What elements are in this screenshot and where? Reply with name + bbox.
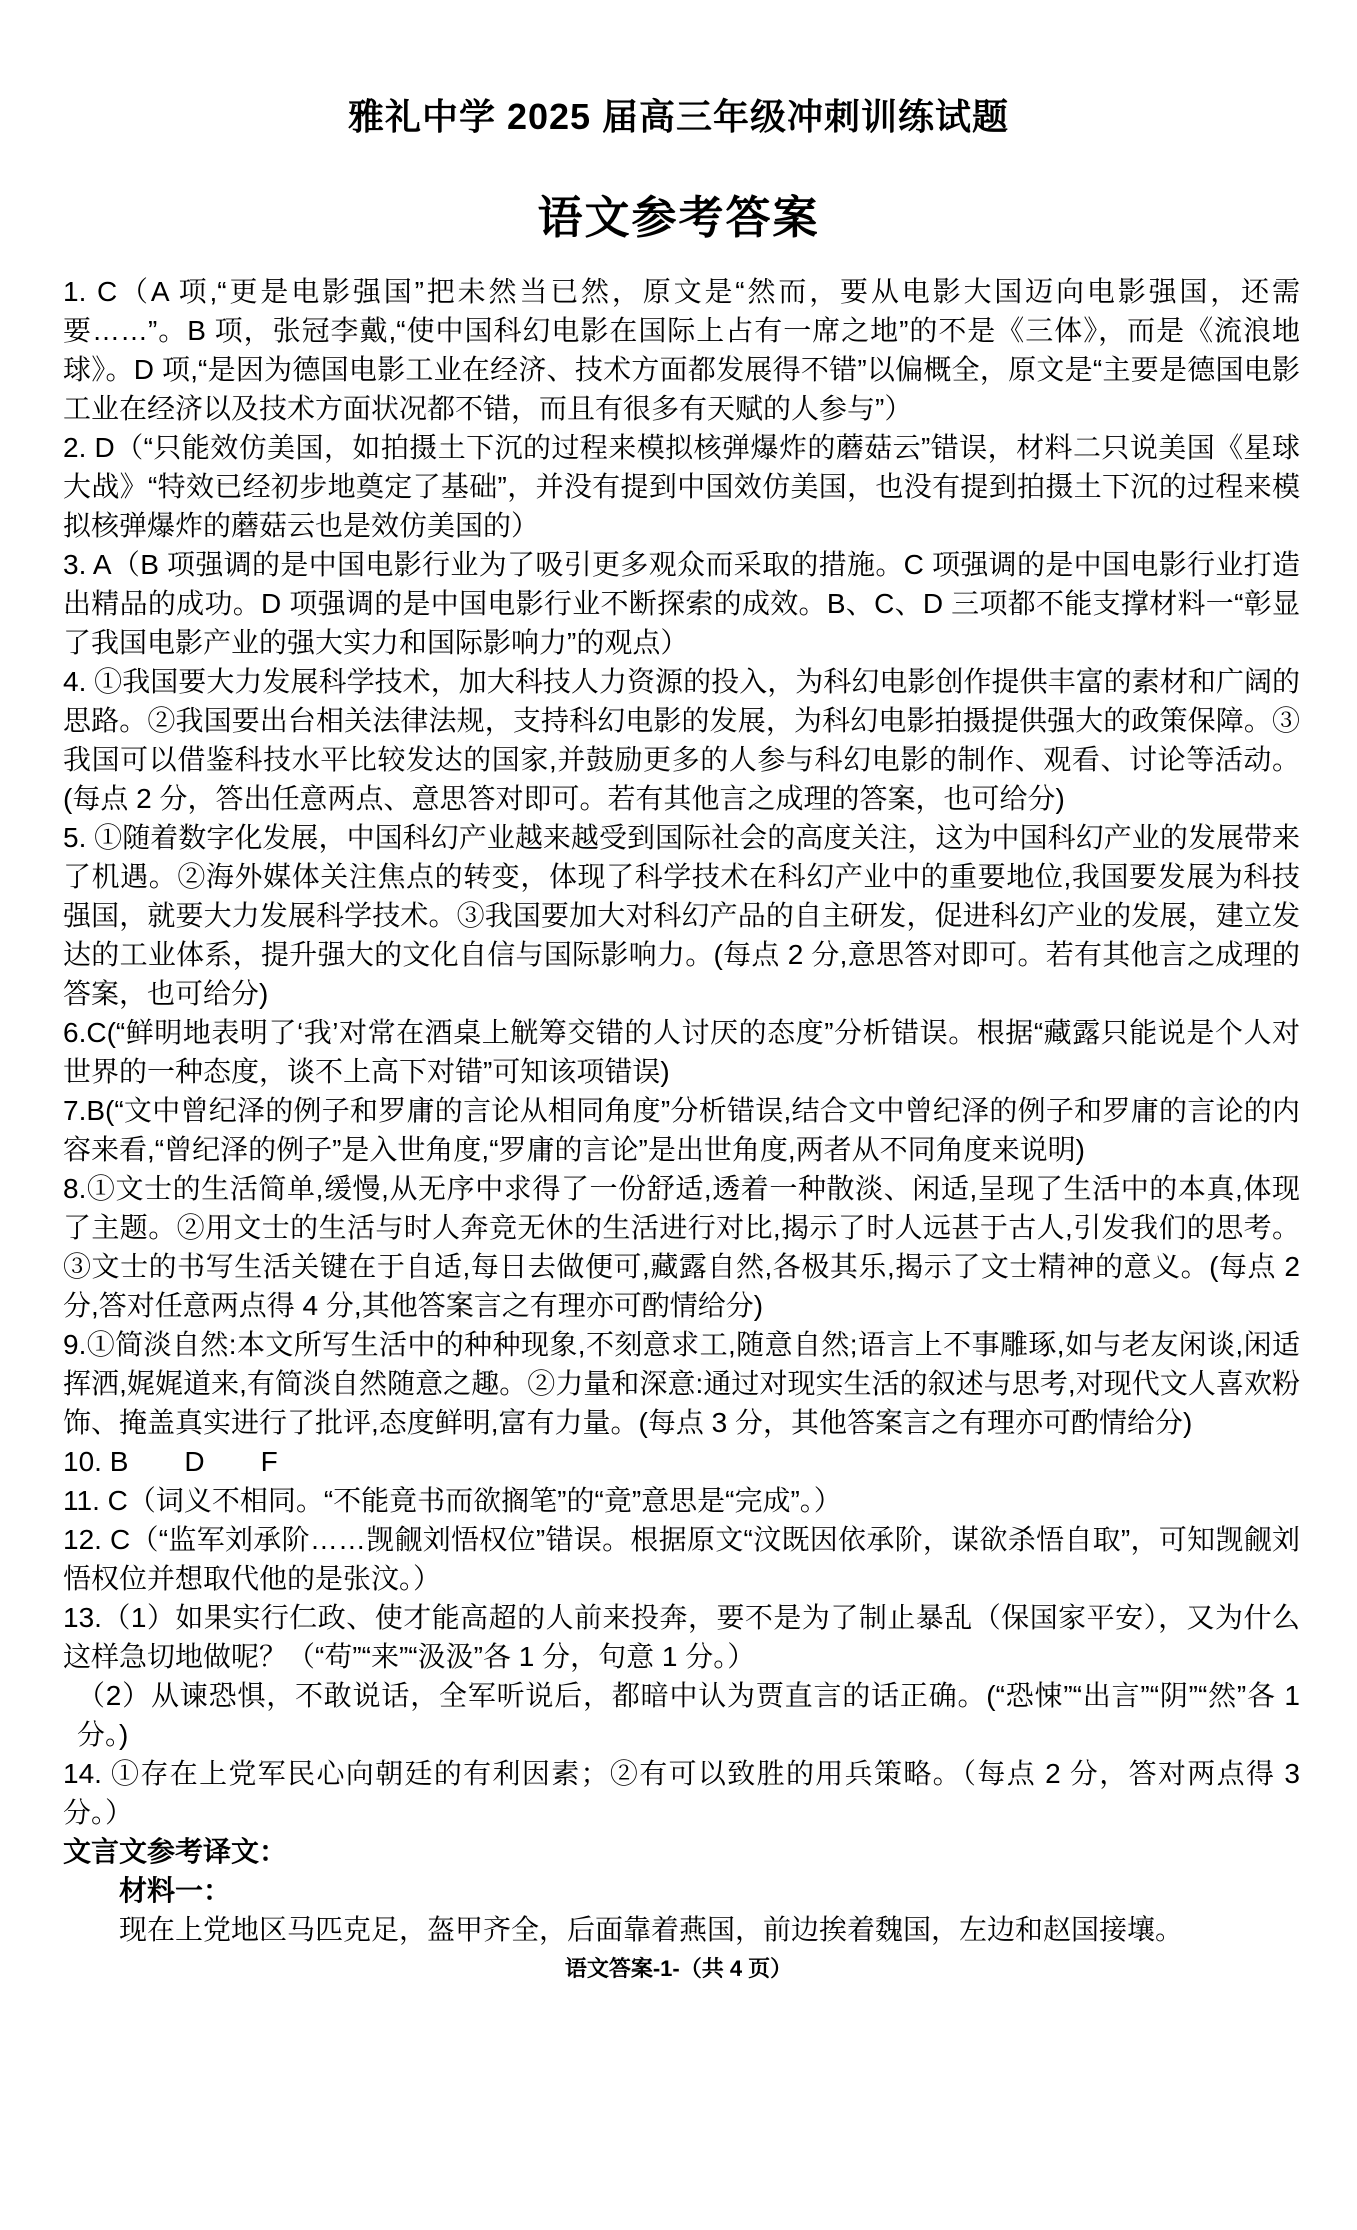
answer-3: 3. A（B 项强调的是中国电影行业为了吸引更多观众而采取的措施。C 项强调的是中国电影行业打造出精品的成功。D 项强调的是中国电影行业不断探索的成效。B、C、D 三项都不能支撑材料一“彰显了我国电影产业的强大实力和国际影响力”的观点） bbox=[63, 549, 1300, 658]
answer-6: 6.C(“鲜明地表明了‘我’对常在酒桌上觥筹交错的人讨厌的态度”分析错误。根据“藏露只能说是个人对世界的一种态度，谈不上高下对错”可知该项错误) bbox=[63, 1017, 1300, 1087]
translation-material-label: 材料一： bbox=[119, 1875, 232, 1906]
answer-4: 4. ①我国要大力发展科学技术，加大科技人力资源的投入，为科幻电影创作提供丰富的素材和广阔的思路。②我国要出台相关法律法规，支持科幻电影的发展，为科幻电影拍摄提供强大的政策保障。③我国可以借鉴科技水平比较发达的国家,并鼓励更多的人参与科幻电影的制作、观看、讨论等活动。(每点 2 分，答出任意两点、意思答对即可。若有其他言之成理的答案，也可给分) bbox=[63, 666, 1300, 814]
answer-7: 7.B(“文中曾纪泽的例子和罗庸的言论从相同角度”分析错误,结合文中曾纪泽的例子和罗庸的言论的内容来看,“曾纪泽的例子”是入世角度,“罗庸的言论”是出世角度,两者从不同角度来说明) bbox=[63, 1095, 1300, 1165]
page-subtitle: 语文参考答案 bbox=[537, 192, 820, 243]
translation-heading: 文言文参考译文： bbox=[63, 1836, 288, 1867]
answer-1: 1. C（A 项,“更是电影强国”把未然当已然，原文是“然而，要从电影大国迈向电影强国，还需要……”。B 项，张冠李戴,“使中国科幻电影在国际上占有一席之地”的不是《三体》，而是《流浪地球》。D 项,“是因为德国电影工业在经济、技术方面都发展得不错”以偏概全，原文是“主要是德国电影工业在经济以及技术方面状况都不错，而且有很多有天赋的人参与”） bbox=[63, 276, 1300, 424]
answer-11: 11. C（词义不相同。“不能竟书而欲搁笔”的“竟”意思是“完成”。） bbox=[63, 1485, 842, 1516]
answer-13-part1: 13.（1）如果实行仁政、使才能高超的人前来投奔，要不是为了制止暴乱（保国家平安），又为什么这样急切地做呢？（“苟”“来”“汲汲”各 1 分，句意 1 分。） bbox=[63, 1602, 1300, 1672]
answer-10: 10. B D F bbox=[63, 1446, 278, 1477]
answer-13-part2: （2）从谏恐惧，不敢说话，全军听说后，都暗中认为贾直言的话正确。(“恐悚”“出言”“阴”“然”各 1 分。) bbox=[77, 1680, 1300, 1750]
page-title: 雅礼中学 2025 届高三年级冲刺训练试题 bbox=[347, 96, 1010, 137]
answer-9: 9.①简淡自然:本文所写生活中的种种现象,不刻意求工,随意自然;语言上不事雕琢,如与老友闲谈,闲适挥洒,娓娓道来,有简淡自然随意之趣。②力量和深意:通过对现实生活的叙述与思考,对现代文人喜欢粉饰、掩盖真实进行了批评,态度鲜明,富有力量。(每点 3 分，其他答案言之有理亦可酌情给分) bbox=[63, 1329, 1300, 1438]
page-footer: 语文答案-1-（共 4 页） bbox=[564, 1956, 793, 1981]
answer-2: 2. D（“只能效仿美国，如拍摄土下沉的过程来模拟核弹爆炸的蘑菇云”错误，材料二只说美国《星球大战》“特效已经初步地奠定了基础”，并没有提到中国效仿美国，也没有提到拍摄土下沉的过程来模拟核弹爆炸的蘑菇云也是效仿美国的） bbox=[63, 432, 1300, 541]
answer-8: 8.①文士的生活简单,缓慢,从无序中求得了一份舒适,透着一种散淡、闲适,呈现了生活中的本真,体现了主题。②用文士的生活与时人奔竞无休的生活进行对比,揭示了时人远甚于古人,引发我们的思考。③文士的书写生活关键在于自适,每日去做便可,藏露自然,各极其乐,揭示了文士精神的意义。(每点 2 分,答对任意两点得 4 分,其他答案言之有理亦可酌情给分) bbox=[63, 1173, 1300, 1321]
answer-14: 14. ①存在上党军民心向朝廷的有利因素；②有可以致胜的用兵策略。（每点 2 分，答对两点得 3 分。） bbox=[63, 1758, 1300, 1828]
translation-text: 现在上党地区马匹克足，盔甲齐全，后面靠着燕国，前边挨着魏国，左边和赵国接壤。 bbox=[119, 1914, 1184, 1945]
answer-12: 12. C（“监军刘承阶……觊觎刘悟权位”错误。根据原文“汶既因依承阶，谋欲杀悟自取”，可知觊觎刘悟权位并想取代他的是张汶。） bbox=[63, 1524, 1300, 1594]
answer-5: 5. ①随着数字化发展，中国科幻产业越来越受到国际社会的高度关注，这为中国科幻产业的发展带来了机遇。②海外媒体关注焦点的转变，体现了科学技术在科幻产业中的重要地位,我国要发展为科技强国，就要大力发展科学技术。③我国要加大对科幻产品的自主研发，促进科幻产业的发展，建立发达的工业体系，提升强大的文化自信与国际影响力。(每点 2 分,意思答对即可。若有其他言之成理的答案，也可给分) bbox=[63, 822, 1300, 1009]
answers-body bbox=[63, 272, 1300, 1949]
